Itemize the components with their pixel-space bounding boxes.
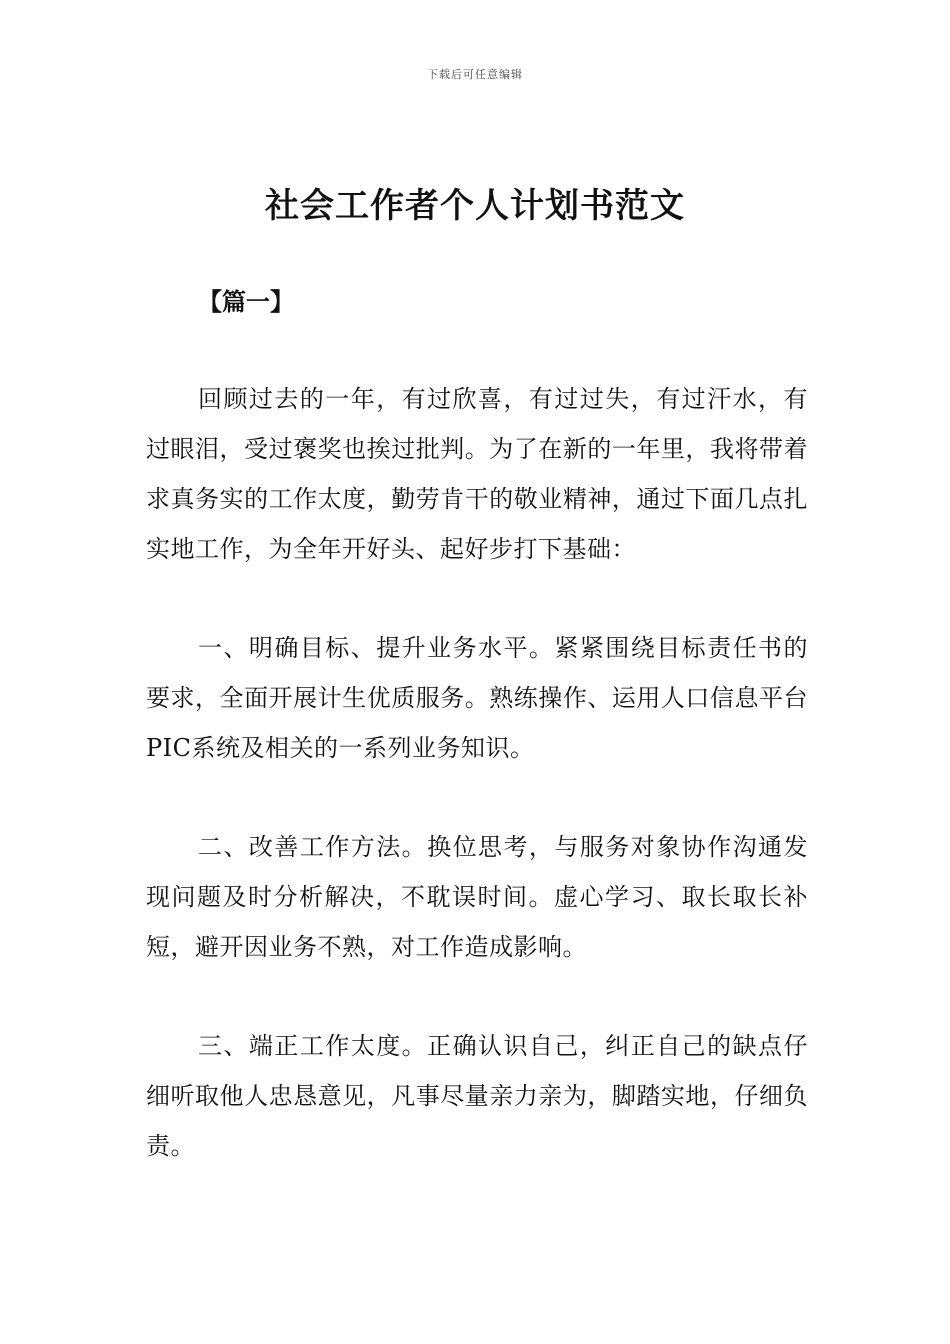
header-note: 下载后可任意编辑 — [427, 68, 523, 81]
paragraph-item-two: 二、改善工作方法。换位思考，与服务对象协作沟通发现问题及时分析解决，不耽误时间。虚心学习、取长取长补短，避开因业务不熟，对工作造成影响。 — [146, 833, 808, 961]
document-title: 社会工作者个人计划书范文 — [265, 186, 685, 226]
paragraph-item-one: 一、明确目标、提升业务水平。紧紧围绕目标责任书的要求，全面开展计生优质服务。熟练操作、运用人口信息平台PIC系统及相关的一系列业务知识。 — [146, 634, 808, 762]
paragraph-intro: 回顾过去的一年，有过欣喜，有过过失，有过汗水，有过眼泪，受过褒奖也挨过批判。为了在新的一年里，我将带着求真务实的工作太度，勤劳肯干的敬业精神，通过下面几点扎实地工作，为全年开好头、起好步打下基础： — [146, 385, 808, 563]
paragraph-item-three: 三、端正工作太度。正确认识自己，纠正自己的缺点仔细听取他人忠恳意见，凡事尽量亲力亲为，脚踏实地，仔细负责。 — [146, 1032, 808, 1160]
section-label: 【篇一】 — [198, 288, 294, 316]
